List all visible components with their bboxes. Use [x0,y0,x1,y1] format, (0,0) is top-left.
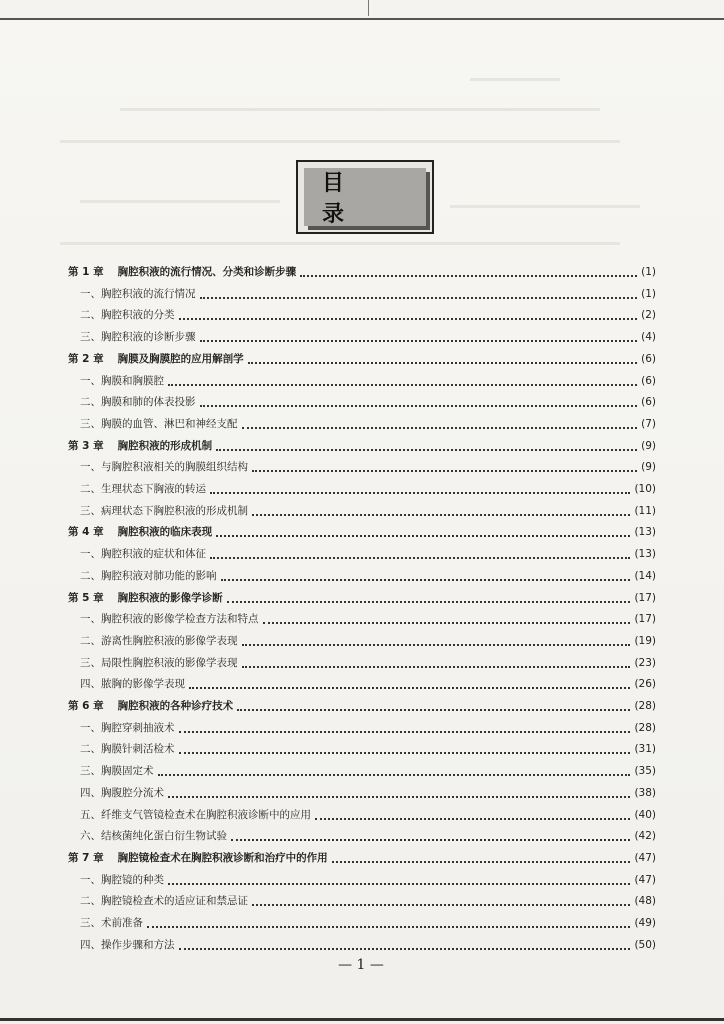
toc-page-number: (40) [634,809,656,821]
bleed-through [120,108,600,111]
chapter-title: 胸腔积液的流行情况、分类和诊断步骤 [117,266,297,278]
dot-leader [210,556,630,559]
toc-section-entry [80,826,656,846]
top-border [0,0,724,20]
toc-page-number: (28) [634,722,656,734]
chapter-title: 胸腔镜检查术在胸腔积液诊断和治疗中的作用 [117,852,328,864]
toc-section-entry [80,392,656,412]
dot-leader [200,296,638,299]
bleed-through [450,205,640,208]
dot-leader [168,882,630,885]
toc-section-entry [80,805,656,825]
toc-page-number: (11) [634,505,656,517]
toc-page-number: (47) [634,874,656,886]
chapter-title: 胸腔积液的形成机制 [117,440,213,452]
toc-page-number: (1) [641,266,656,278]
dot-leader [179,947,631,950]
toc-page-number: (17) [634,592,656,604]
title-frame [296,160,434,234]
toc-section-entry [80,609,656,629]
toc-section-entry [80,544,656,564]
toc-chapter-entry [68,262,656,282]
toc-entry-title: 一、胸腔积液的影像学检查方法和特点 [80,613,259,625]
toc-entry-title: 三、术前准备 [80,917,143,929]
toc-section-entry [80,739,656,759]
toc-section-entry [80,718,656,738]
toc-page-number: (9) [641,440,656,452]
bottom-border [0,1018,724,1021]
toc-chapter-entry [68,588,656,608]
toc-section-entry [80,479,656,499]
toc-entry-title: 三、胸腔积液的诊断步骤 [80,331,196,343]
toc-section-entry [80,284,656,304]
toc-entry-title: 四、操作步骤和方法 [80,939,175,951]
toc-section-entry [80,566,656,586]
dot-leader [200,339,638,342]
toc-entry-title: 四、脓胸的影像学表现 [80,678,185,690]
top-divider [368,0,369,16]
dot-leader [263,621,631,624]
toc-page-number: (4) [641,331,656,343]
toc-chapter-entry [68,696,656,716]
toc-entry-title: 二、胸腔积液的分类 [80,309,175,321]
toc-page-number: (13) [634,548,656,560]
dot-leader [179,317,638,320]
toc-section-entry [80,371,656,391]
toc-page-number: (35) [634,765,656,777]
dot-leader [227,600,631,603]
toc-page-number: (38) [634,787,656,799]
toc-chapter-entry [68,848,656,868]
toc-section-entry [80,761,656,781]
dot-leader [189,686,630,689]
dot-leader [237,708,630,711]
dot-leader [216,534,630,537]
toc-entry-title: 一、胸腔积液的流行情况 [80,288,196,300]
dot-leader [315,817,630,820]
toc-page-number: (23) [634,657,656,669]
dot-leader [300,274,637,277]
bleed-through [80,200,280,203]
toc-section-entry [80,501,656,521]
toc-entry-title: 三、局限性胸腔积液的影像学表现 [80,657,238,669]
toc-entry-title: 五、纤维支气管镜检查术在胸腔积液诊断中的应用 [80,809,311,821]
toc-page-number: (28) [634,700,656,712]
toc-chapter-entry [68,436,656,456]
toc-section-entry [80,414,656,434]
page-title: 目 录 [304,168,426,226]
toc-entry-title: 三、胸膜的血管、淋巴和神经支配 [80,418,238,430]
dot-leader [179,730,631,733]
dot-leader [332,860,631,863]
toc-chapter-entry [68,349,656,369]
toc-section-entry [80,674,656,694]
toc-entry-title: 二、胸腔积液对肺功能的影响 [80,570,217,582]
toc-page-number: (6) [641,396,656,408]
dot-leader [248,361,638,364]
toc-entry-title [68,262,300,282]
dot-leader [168,383,637,386]
dot-leader [252,513,630,516]
dot-leader [216,448,637,451]
toc-page-number: (19) [634,635,656,647]
chapter-number: 第 3 章 [68,440,104,452]
toc-page-number: (49) [634,917,656,929]
toc-entry-title [68,696,237,716]
toc-entry-title: 二、生理状态下胸液的转运 [80,483,206,495]
dot-leader [200,404,638,407]
dot-leader [252,469,637,472]
bleed-through [470,78,560,81]
toc-page-number: (9) [641,461,656,473]
toc-section-entry [80,305,656,325]
toc-entry-title: 六、结核菌纯化蛋白衍生物试验 [80,830,227,842]
dot-leader [242,665,631,668]
page-number: — 1 — [338,957,384,973]
toc-page-number: (7) [641,418,656,430]
toc-section-entry [80,935,656,955]
toc-page-number: (6) [641,353,656,365]
toc-page-number: (42) [634,830,656,842]
dot-leader [242,426,638,429]
toc-entry-title: 三、胸膜固定术 [80,765,154,777]
toc-entry-title: 一、胸腔穿刺抽液术 [80,722,175,734]
toc-page-number: (48) [634,895,656,907]
dot-leader [210,491,630,494]
chapter-number: 第 1 章 [68,266,104,278]
chapter-number: 第 6 章 [68,700,104,712]
toc-page-number: (50) [634,939,656,951]
toc-section-entry [80,327,656,347]
toc-page-number: (2) [641,309,656,321]
toc-entry-title [68,349,248,369]
dot-leader [231,838,630,841]
bleed-through [60,242,620,245]
toc-page-number: (14) [634,570,656,582]
toc-page-number: (31) [634,743,656,755]
toc-entry-title: 三、病理状态下胸腔积液的形成机制 [80,505,248,517]
chapter-title: 胸膜及胸膜腔的应用解剖学 [117,353,244,365]
chapter-title: 胸腔积液的临床表现 [117,526,213,538]
toc-section-entry [80,457,656,477]
toc-entry-title: 一、与胸腔积液相关的胸膜组织结构 [80,461,248,473]
toc-entry-title: 二、胸腔镜检查术的适应证和禁忌证 [80,895,248,907]
dot-leader [168,795,630,798]
toc-page-number: (1) [641,288,656,300]
toc-entry-title: 二、游离性胸腔积液的影像学表现 [80,635,238,647]
toc-section-entry [80,653,656,673]
toc-page-number: (10) [634,483,656,495]
dot-leader [221,578,631,581]
toc-entry-title [68,848,332,868]
chapter-number: 第 5 章 [68,592,104,604]
toc-entry-title [68,522,216,542]
toc-page-number: (6) [641,375,656,387]
toc-section-entry [80,891,656,911]
dot-leader [179,751,631,754]
toc-entry-title [68,436,216,456]
toc-entry-title: 二、胸膜和肺的体表投影 [80,396,196,408]
dot-leader [158,773,631,776]
chapter-number: 第 2 章 [68,353,104,365]
dot-leader [147,925,630,928]
toc-section-entry [80,870,656,890]
toc-entry-title [68,588,227,608]
toc-page-number: (13) [634,526,656,538]
toc-entry-title: 一、胸腔镜的种类 [80,874,164,886]
toc-page-number: (47) [634,852,656,864]
toc-chapter-entry [68,522,656,542]
toc-page-number: (26) [634,678,656,690]
toc-section-entry [80,913,656,933]
bleed-through [60,140,620,143]
toc-section-entry [80,783,656,803]
toc-entry-title: 一、胸膜和胸膜腔 [80,375,164,387]
toc-section-entry [80,631,656,651]
toc-entry-title: 二、胸膜针刺活检术 [80,743,175,755]
chapter-title: 胸腔积液的各种诊疗技术 [117,700,234,712]
toc-entry-title: 一、胸腔积液的症状和体征 [80,548,206,560]
dot-leader [252,903,630,906]
chapter-number: 第 7 章 [68,852,104,864]
toc-page-number: (17) [634,613,656,625]
chapter-title: 胸腔积液的影像学诊断 [117,592,223,604]
toc-entry-title: 四、胸腹腔分流术 [80,787,164,799]
dot-leader [242,643,631,646]
chapter-number: 第 4 章 [68,526,104,538]
